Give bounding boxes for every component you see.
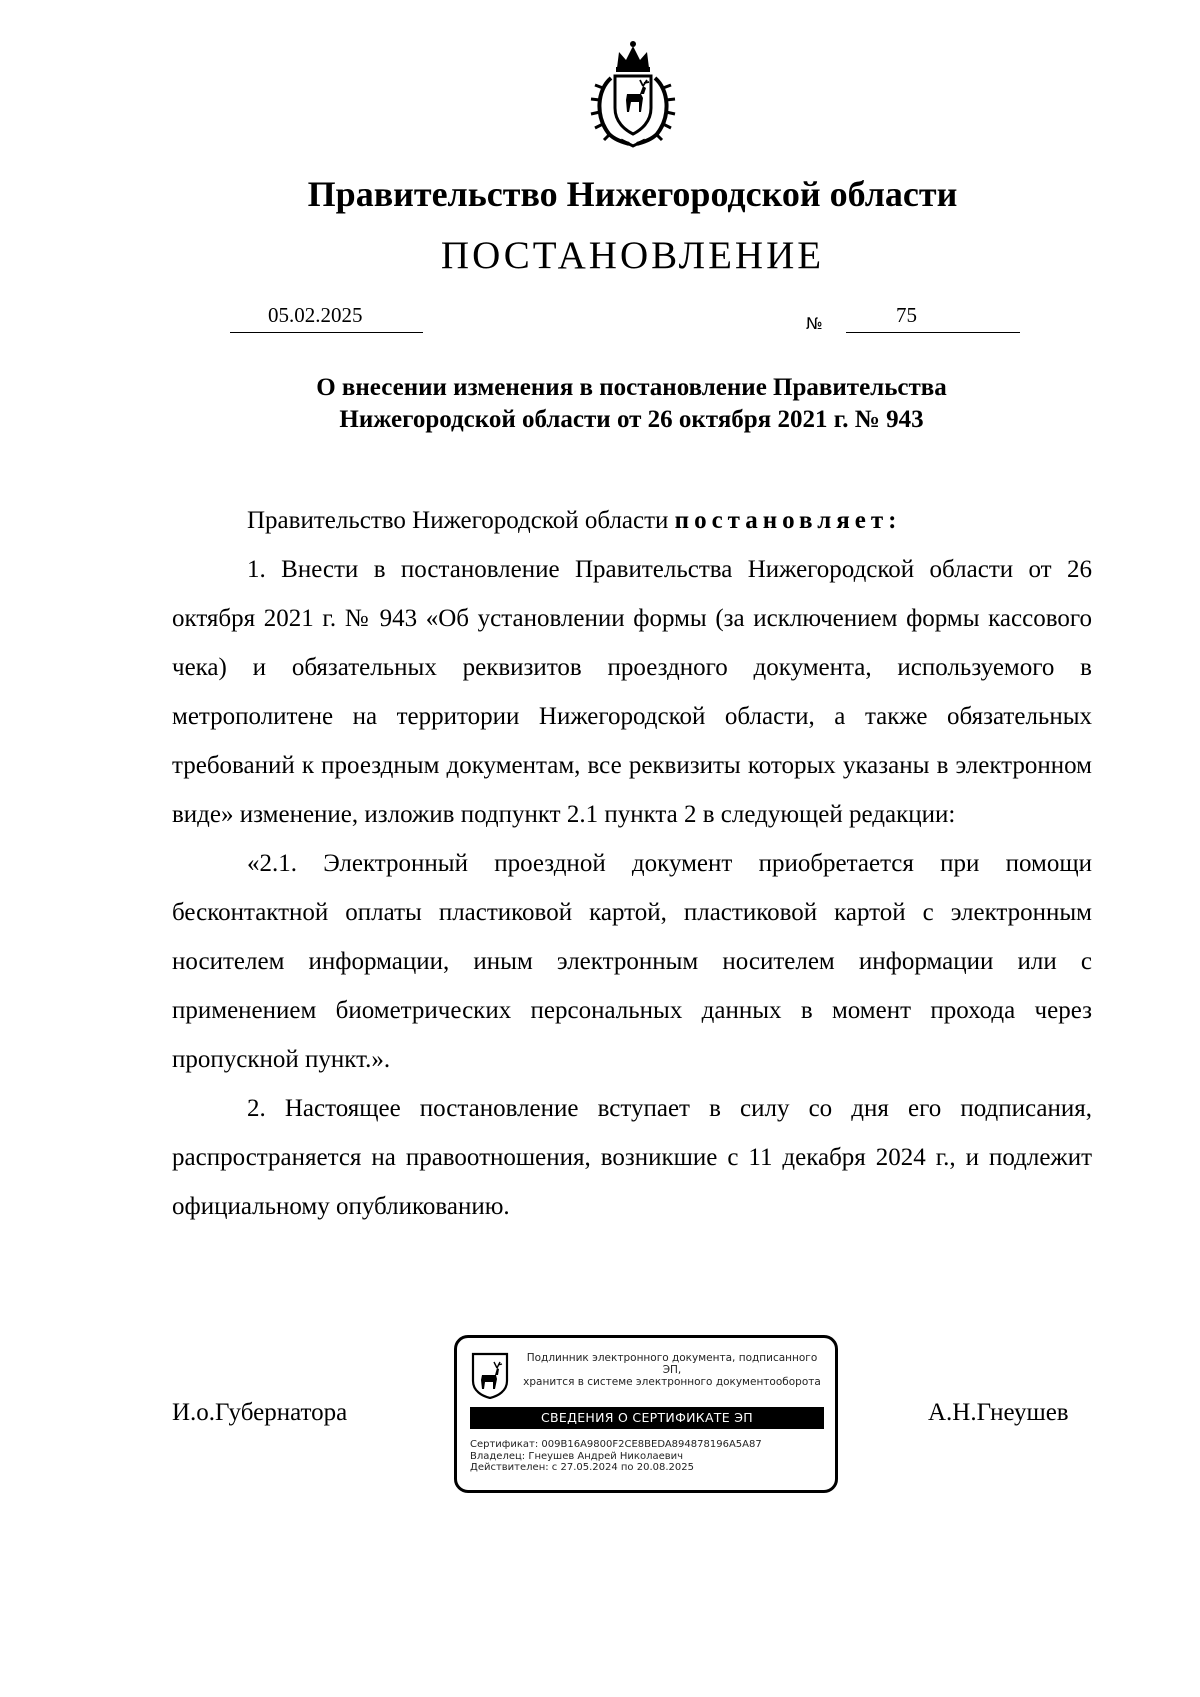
stamp-header-text	[517, 1352, 827, 1388]
paragraph-3: 2. Настоящее постановление вступает в силу со дня его подписания, распространяется на правоотношения, возникшие с 11 декабря 2024 г., и подлежит официальному опубликованию.	[172, 1095, 1092, 1220]
certificate-details	[470, 1439, 830, 1474]
paragraph-1: 1. Внести в постановление Правительства Нижегородской области от 26 октября 2021 г. № 943 «Об установлении формы (за исключением формы кассового чека) и обязательных реквизитов проездного документа, используемого в метрополитене на территории Нижегородской области, а также обязательных требований к проездным документам, все реквизиты которых указаны в электронном виде» изменение, изложив подпункт 2.1 пункта 2 в следующей редакции:	[172, 556, 1092, 828]
signatory-position: И.о.Губернатора	[172, 1399, 348, 1426]
signatory-name: А.Н.Гнеушев	[928, 1399, 1069, 1426]
certificate-validity: Действителен: с 27.05.2024 по 20.08.2025	[470, 1462, 694, 1473]
deer-emblem-icon	[470, 1351, 510, 1399]
subject-line-1: О внесении изменения в постановление Правительства	[316, 374, 947, 401]
certificate-serial: Сертификат: 009B16A9800F2CE8BEDA894878196A5A87	[470, 1439, 762, 1450]
document-type: ПОСТАНОВЛЕНИЕ	[440, 234, 825, 277]
coat-of-arms-icon	[583, 38, 683, 150]
certificate-info-bar: СВЕДЕНИЯ О СЕРТИФИКАТЕ ЭП	[470, 1407, 824, 1429]
number-sign: №	[806, 314, 823, 333]
stamp-header-line-2: хранится в системе электронного документооборота	[523, 1376, 821, 1388]
paragraph-2: «2.1. Электронный проездной документ приобретается при помощи бесконтактной оплаты пластиковой картой, пластиковой картой с электронным носителем информации, иным электронным носителем информации или с применением биометрических персональных данных в момент прохода через пропускной пункт.».	[172, 850, 1092, 1073]
subject-line-2: Нижегородской области от 26 октября 2021 г. № 943	[339, 406, 924, 433]
document-subject	[170, 372, 1093, 436]
document-number: 75	[896, 303, 917, 327]
certificate-owner: Владелец: Гнеушев Андрей Николаевич	[470, 1450, 684, 1462]
electronic-signature-stamp	[454, 1335, 838, 1493]
date-field	[230, 302, 423, 333]
preamble-verb: постановляет:	[674, 507, 902, 534]
organization-name: Правительство Нижегородской области	[307, 174, 958, 214]
preamble	[172, 496, 1092, 545]
document-body	[172, 496, 1092, 1231]
stamp-header-line-1: Подлинник электронного документа, подписанного ЭП,	[526, 1352, 818, 1376]
document-date: 05.02.2025	[268, 303, 363, 327]
preamble-lead: Правительство Нижегородской области	[247, 507, 669, 534]
number-field	[846, 302, 1020, 333]
